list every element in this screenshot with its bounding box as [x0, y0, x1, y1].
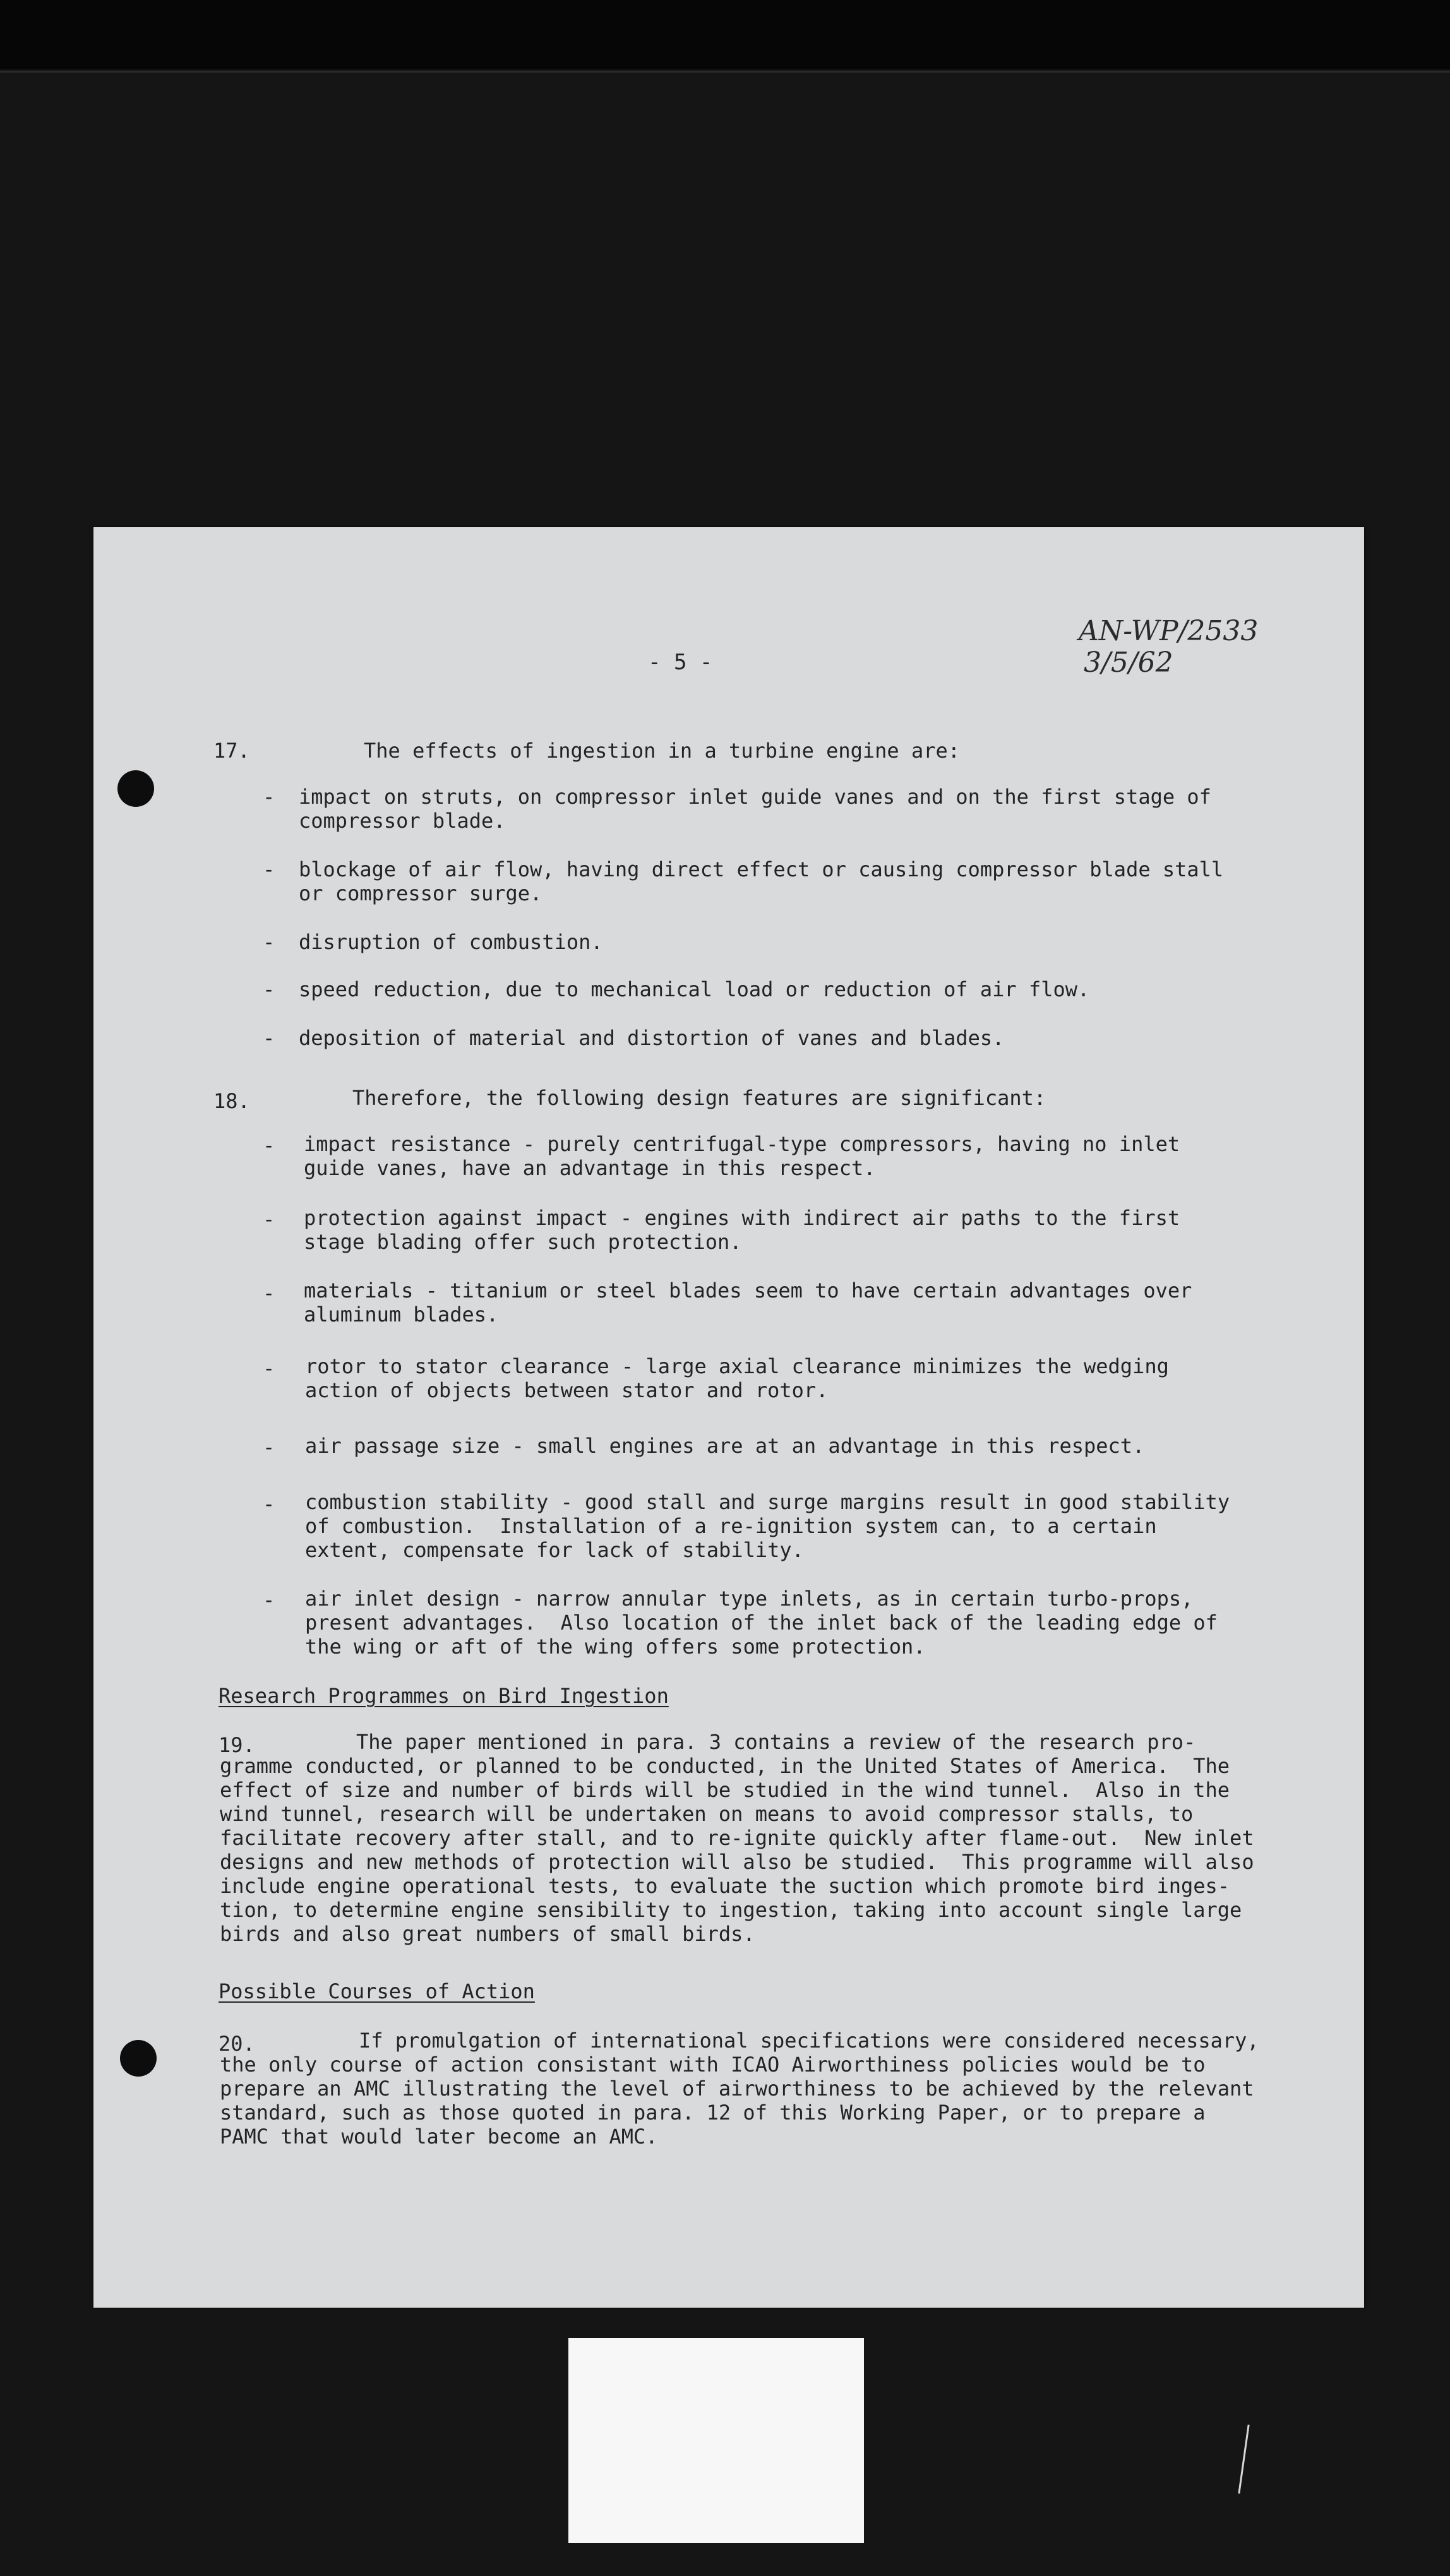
paragraph-line: prepare an AMC illustrating the level of airworthiness to be achieved by the relevant	[220, 2077, 1254, 2101]
list-item-line: air passage size - small engines are at an advantage in this respect.	[305, 1434, 1145, 1458]
section-heading: Research Programmes on Bird Ingestion	[219, 1684, 669, 1708]
list-item-line: action of objects between stator and rotor.	[305, 1378, 829, 1402]
paragraph-line: birds and also great numbers of small birds.	[220, 1922, 755, 1946]
paragraph-line: include engine operational tests, to evaluate the suction which promote bird inges-	[220, 1874, 1230, 1898]
list-item-line: impact on struts, on compressor inlet guide vanes and on the first stage of	[299, 785, 1211, 809]
list-item-line: of combustion. Installation of a re-ignition system can, to a certain	[305, 1514, 1157, 1538]
paragraph-number: 19.	[219, 1733, 255, 1757]
bullet-dash: -	[263, 857, 275, 881]
document-content	[93, 527, 1364, 2308]
page-number: - 5 -	[648, 650, 713, 675]
paragraph-line: designs and new methods of protection will also be studied. This programme will also	[220, 1850, 1254, 1874]
punch-hole	[120, 2040, 157, 2077]
list-item-line: combustion stability - good stall and surge margins result in good stability	[305, 1490, 1230, 1514]
list-item-line: impact resistance - purely centrifugal-type compressors, having no inlet	[304, 1132, 1180, 1156]
document-reference: AN-WP/2533	[1079, 615, 1259, 647]
bullet-dash: -	[263, 1026, 275, 1050]
list-item-line: materials - titanium or steel blades seem to have certain advantages over	[304, 1279, 1192, 1303]
list-item-line: or compressor surge.	[299, 881, 542, 905]
list-item-line: speed reduction, due to mechanical load or reduction of air flow.	[299, 977, 1090, 1001]
bullet-dash: -	[263, 1207, 275, 1231]
bullet-dash: -	[263, 1435, 275, 1459]
paragraph-line: effect of size and number of birds will be studied in the wind tunnel. Also in the	[220, 1778, 1230, 1802]
list-item-line: aluminum blades.	[304, 1303, 499, 1327]
paragraph-line: PAMC that would later become an AMC.	[220, 2125, 658, 2149]
list-item-line: protection against impact - engines with indirect air paths to the first	[304, 1206, 1180, 1230]
list-item-line: rotor to stator clearance - large axial clearance minimizes the wedging	[305, 1354, 1169, 1378]
list-item-line: guide vanes, have an advantage in this respect.	[304, 1156, 876, 1180]
paragraph-line: The paper mentioned in para. 3 contains a review of the research pro-	[356, 1730, 1196, 1754]
list-item-line: compressor blade.	[299, 809, 506, 833]
paragraph-line: tion, to determine engine sensibility to ingestion, taking into account single large	[220, 1898, 1242, 1922]
bullet-dash: -	[263, 1281, 275, 1305]
list-item-line: deposition of material and distortion of vanes and blades.	[299, 1026, 1005, 1050]
scanner-top-band	[0, 0, 1450, 69]
punch-hole	[117, 770, 154, 807]
paragraph-line: standard, such as those quoted in para. 12 of this Working Paper, or to prepare a	[220, 2101, 1206, 2125]
bullet-dash: -	[263, 1588, 275, 1612]
bullet-dash: -	[263, 977, 275, 1001]
list-item-line: present advantages. Also location of the inlet back of the leading edge of	[305, 1611, 1218, 1635]
bullet-dash: -	[263, 1356, 275, 1380]
paragraph-line: gramme conducted, or planned to be conducted, in the United States of America. The	[220, 1754, 1230, 1778]
list-item-line: air inlet design - narrow annular type inlets, as in certain turbo-props,	[305, 1587, 1194, 1611]
list-item-line: stage blading offer such protection.	[304, 1230, 742, 1254]
paragraph-number: 18.	[213, 1089, 250, 1113]
list-item-line: disruption of combustion.	[299, 930, 603, 954]
bullet-dash: -	[263, 1492, 275, 1516]
bullet-dash: -	[263, 1133, 275, 1157]
bullet-dash: -	[263, 785, 275, 809]
section-heading: Possible Courses of Action	[219, 1979, 535, 2003]
list-item-line: extent, compensate for lack of stability.	[305, 1538, 804, 1562]
document-page	[93, 527, 1364, 2308]
scanner-edge-line	[0, 71, 1450, 73]
list-item-line: the wing or aft of the wing offers some protection.	[305, 1635, 926, 1659]
paragraph-number: 17.	[213, 739, 250, 763]
paragraph-number: 20.	[219, 2032, 255, 2056]
paragraph-intro: The effects of ingestion in a turbine engine are:	[364, 739, 961, 763]
blank-label-card	[568, 2338, 864, 2543]
paragraph-line: If promulgation of international specifications were considered necessary,	[359, 2029, 1259, 2053]
document-date: 3/5/62	[1084, 647, 1173, 679]
list-item-line: blockage of air flow, having direct effect or causing compressor blade stall	[299, 857, 1224, 881]
bullet-dash: -	[263, 930, 275, 954]
scratch-mark	[1238, 2424, 1249, 2493]
paragraph-line: facilitate recovery after stall, and to re-ignite quickly after flame-out. New inlet	[220, 1826, 1254, 1850]
paragraph-intro: Therefore, the following design features are significant:	[352, 1086, 1046, 1110]
paragraph-line: the only course of action consistant with ICAO Airworthiness policies would be to	[220, 2053, 1206, 2077]
paragraph-line: wind tunnel, research will be undertaken on means to avoid compressor stalls, to	[220, 1802, 1194, 1826]
